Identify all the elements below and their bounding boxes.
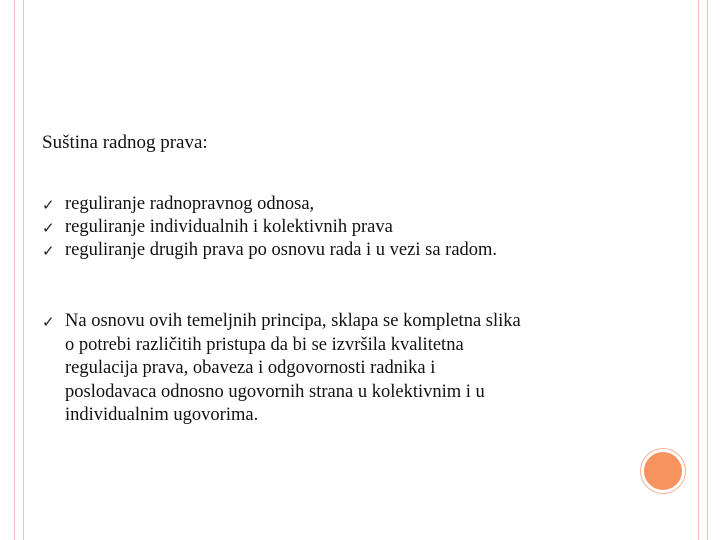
paragraph-line: o potrebi različitih pristupa da bi se izvršila kvalitetna <box>65 334 464 355</box>
list-item <box>42 239 642 262</box>
slide-heading: Suština radnog prava: <box>42 132 208 153</box>
orange-circle-decoration <box>641 449 685 493</box>
paragraph-line: individualnim ugovorima. <box>65 405 259 425</box>
check-mark-icon: ✓ <box>42 219 55 237</box>
list-item <box>42 310 642 428</box>
paragraph-line: Na osnovu ovih temeljnih principa, sklapa se kompletna slika <box>65 311 521 331</box>
list-item-text: reguliranje individualnih i kolektivnih prava <box>65 217 393 237</box>
left-border-decoration <box>14 0 24 540</box>
check-mark-icon: ✓ <box>42 196 55 214</box>
list-item <box>42 193 642 216</box>
summary-paragraph <box>42 310 642 428</box>
check-mark-icon: ✓ <box>42 242 55 260</box>
list-item-text: reguliranje drugih prava po osnovu rada i u vezi sa radom. <box>65 240 498 260</box>
list-item <box>42 216 642 239</box>
right-border-decoration <box>698 0 708 540</box>
bullet-list <box>42 193 642 262</box>
list-item-text: reguliranje radnopravnog odnosa, <box>65 194 315 214</box>
paragraph-line: poslodavaca odnosno ugovornih strana u kolektivnim i u <box>65 381 485 402</box>
check-mark-icon: ✓ <box>42 313 55 331</box>
paragraph-line: regulacija prava, obaveza i odgovornosti radnika i <box>65 358 436 378</box>
